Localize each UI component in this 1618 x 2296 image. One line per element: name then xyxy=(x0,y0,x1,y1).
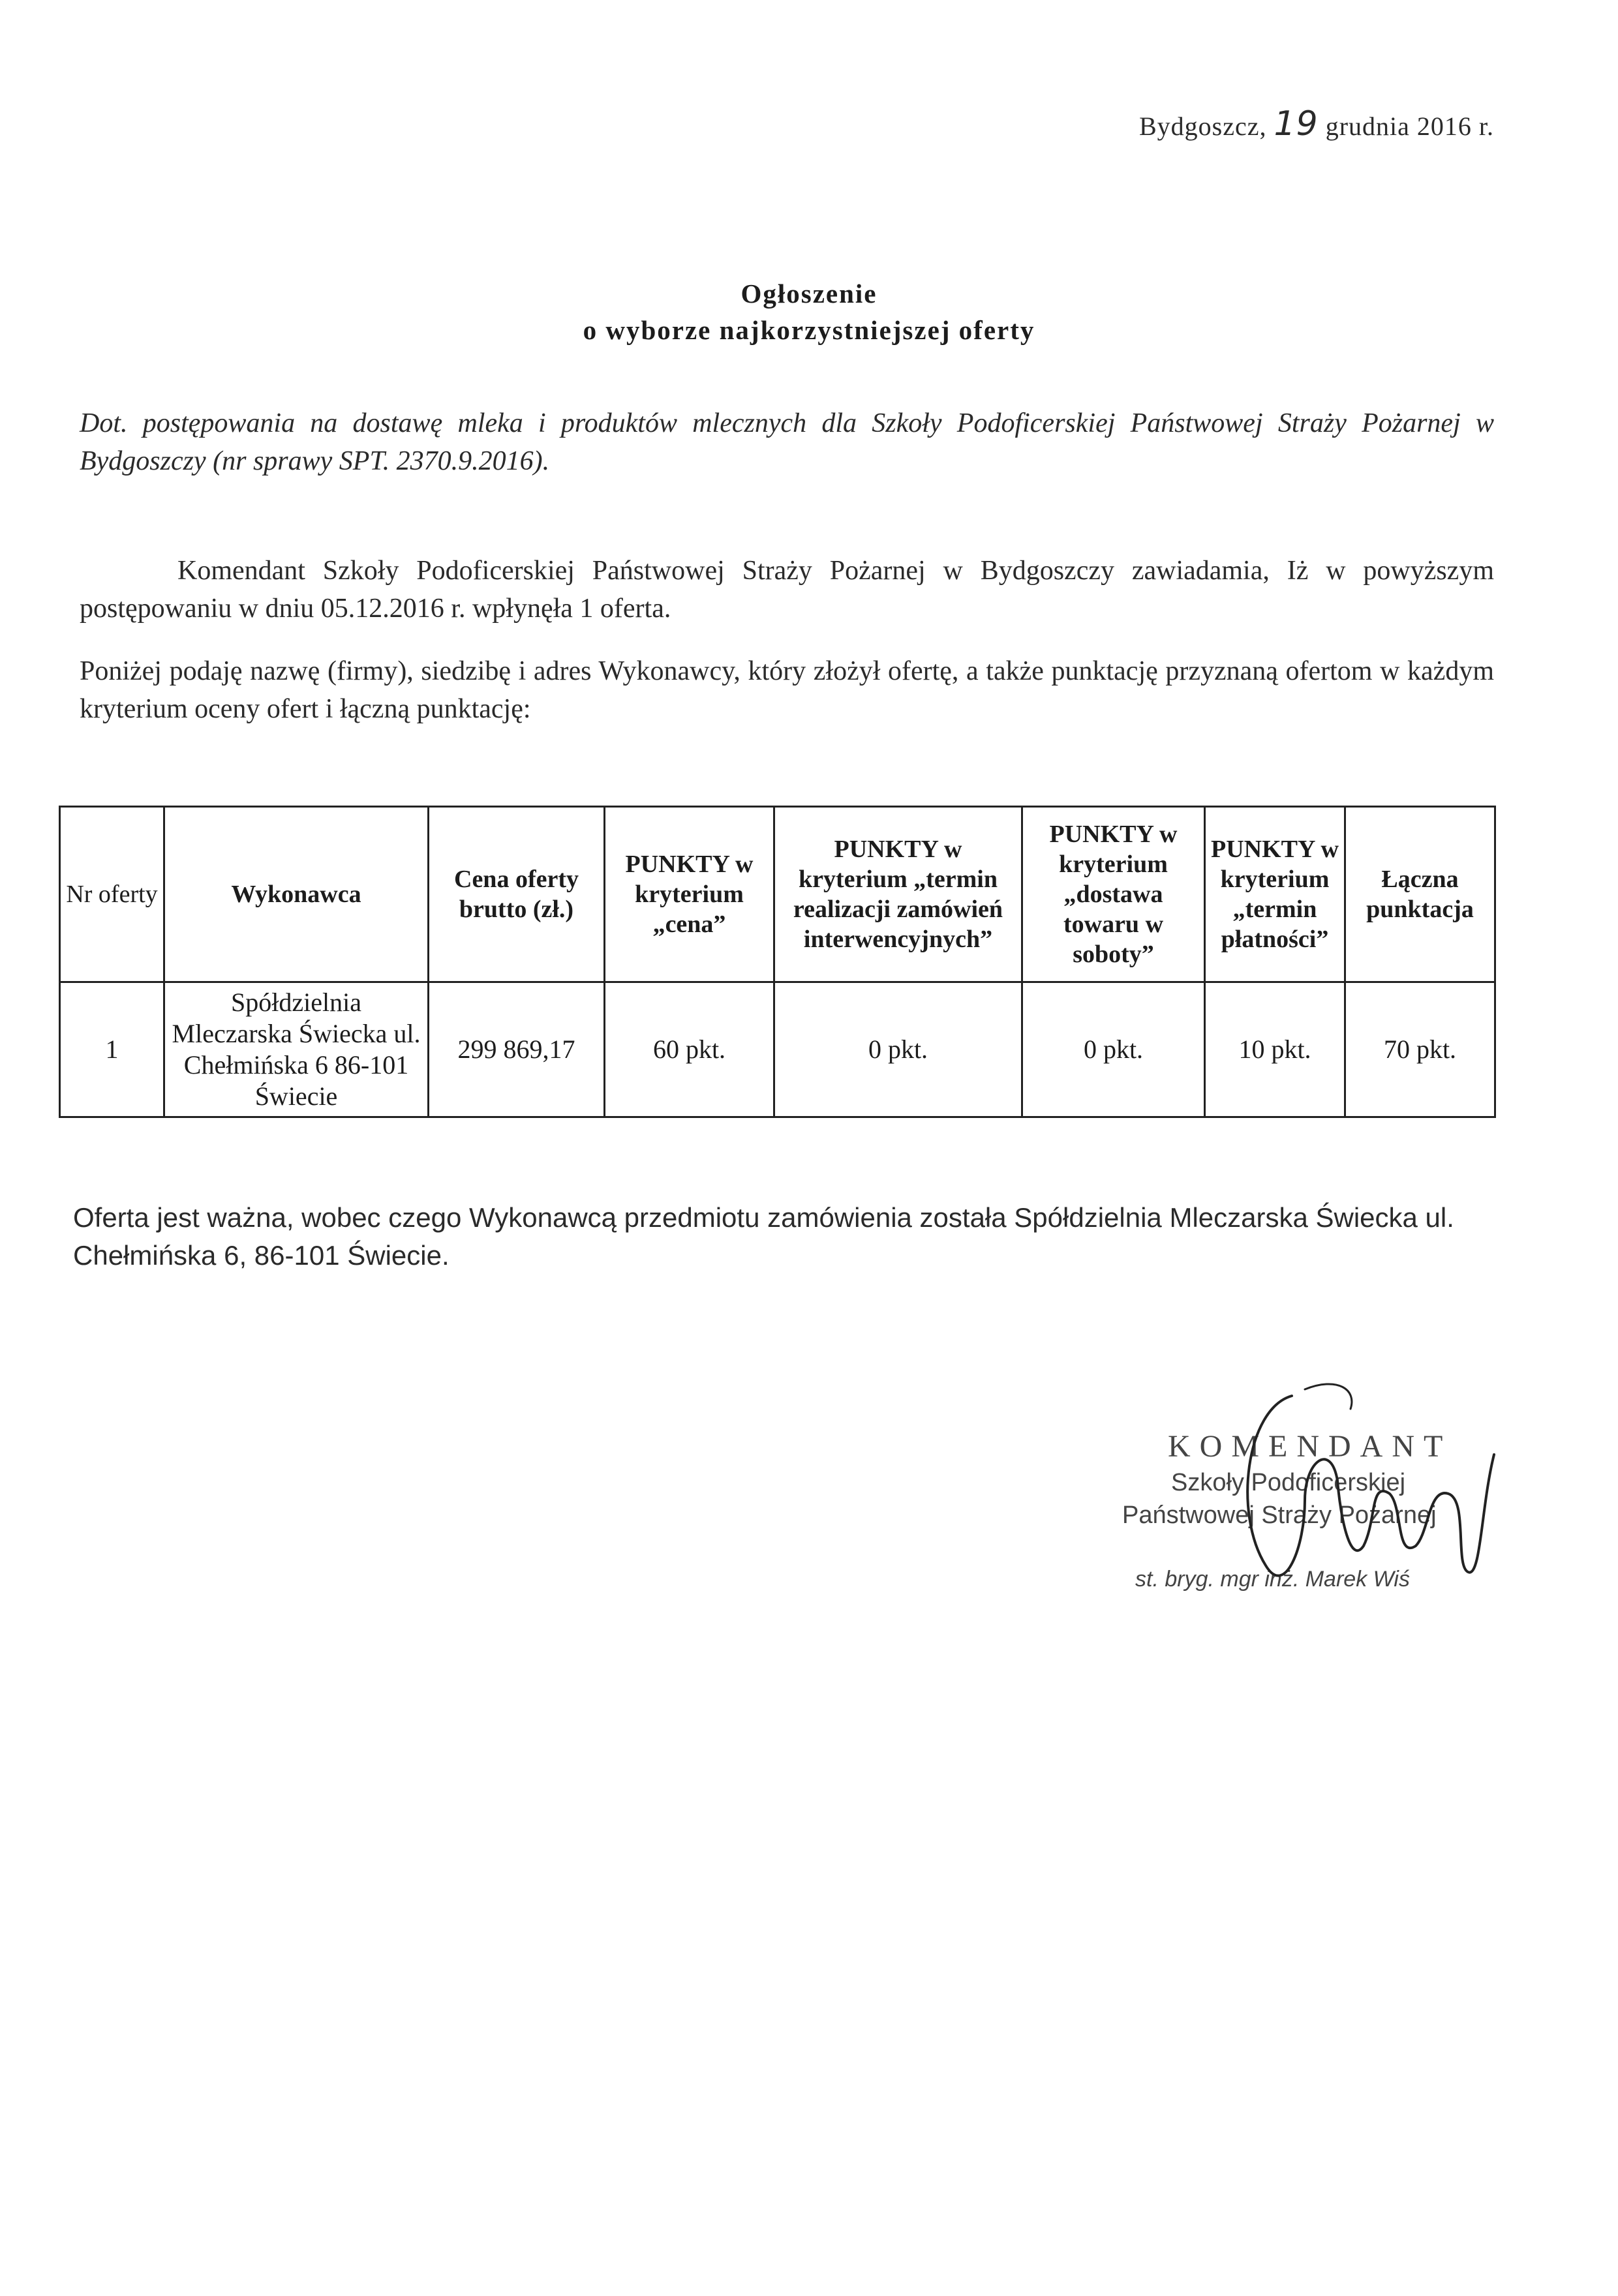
header-pkt-platnosc: PUNKTY w kryterium „termin płatności” xyxy=(1205,807,1345,982)
header-pkt-termin: PUNKTY w kryterium „termin realizacji zamówień interwencyjnych” xyxy=(774,807,1022,982)
document-subtitle: o wyborze najkorzystniejszej oferty xyxy=(583,315,1035,345)
offers-table xyxy=(59,806,1496,1118)
header-pkt-cena: PUNKTY w kryterium „cena” xyxy=(605,807,774,982)
cell-suma: 70 pkt. xyxy=(1345,982,1495,1117)
cell-pkt-cena: 60 pkt. xyxy=(605,982,774,1117)
offers-table-wrapper xyxy=(59,806,1494,1118)
header-nr: Nr oferty xyxy=(60,807,164,982)
table-header-row xyxy=(60,807,1495,982)
subject-line: Dot. postępowania na dostawę mleka i produktów mlecznych dla Szkoły Podoficerskiej Państwowej Straży Pożarnej w Bydgoszczy (nr sprawy SPT. 2370.9.2016). xyxy=(80,408,1494,476)
date-prefix: Bydgoszcz, xyxy=(1139,112,1267,141)
notice-paragraph-text: Komendant Szkoły Podoficerskiej Państwowej Straży Pożarnej w Bydgoszczy zawiadamia, Iż w powyższym postępowaniu w dniu 05.12.2016 r. wpłynęła 1 oferta. xyxy=(80,556,1494,624)
stamp-line-school: Szkoły Podoficerskiej xyxy=(1171,1469,1406,1496)
stamp-line-name: st. bryg. mgr inż. Marek Wiś xyxy=(1135,1567,1410,1592)
stamp-line-service: Państwowej Straży Pożarnej xyxy=(1122,1502,1437,1529)
document-date xyxy=(1044,104,1494,144)
notice-paragraph xyxy=(80,552,1494,627)
document-title: Ogłoszenie xyxy=(740,279,878,309)
table-row xyxy=(60,982,1495,1117)
cell-nr: 1 xyxy=(60,982,164,1117)
cell-pkt-platnosc: 10 pkt. xyxy=(1205,982,1345,1117)
handwritten-signature xyxy=(1142,1350,1507,1611)
date-day-handwritten: 19 xyxy=(1274,104,1319,144)
header-cena: Cena oferty brutto (zł.) xyxy=(429,807,605,982)
intro-paragraph: Poniżej podaję nazwę (firmy), siedzibę i adres Wykonawcy, który złożył ofertę, a także punktację przyznaną ofertom w każdym kryterium oceny ofert i łączną punktację: xyxy=(80,656,1494,724)
cell-wykonawca: Spółdzielnia Mleczarska Świecka ul. Chełmińska 6 86-101 Świecie xyxy=(164,982,429,1117)
date-suffix: grudnia 2016 r. xyxy=(1325,112,1494,141)
cell-pkt-termin: 0 pkt. xyxy=(774,982,1022,1117)
cell-pkt-soboty: 0 pkt. xyxy=(1022,982,1205,1117)
header-wykonawca: Wykonawca xyxy=(164,807,429,982)
closing-paragraph: Oferta jest ważna, wobec czego Wykonawcą przedmiotu zamówienia została Spółdzielnia Mleczarska Świecka ul. Chełmińska 6, 86-101 Świecie. xyxy=(73,1202,1454,1271)
header-pkt-soboty: PUNKTY w kryterium „dostawa towaru w soboty” xyxy=(1022,807,1205,982)
cell-cena: 299 869,17 xyxy=(429,982,605,1117)
stamp-line-title: KOMENDANT xyxy=(1168,1429,1452,1464)
header-suma: Łączna punktacja xyxy=(1345,807,1495,982)
